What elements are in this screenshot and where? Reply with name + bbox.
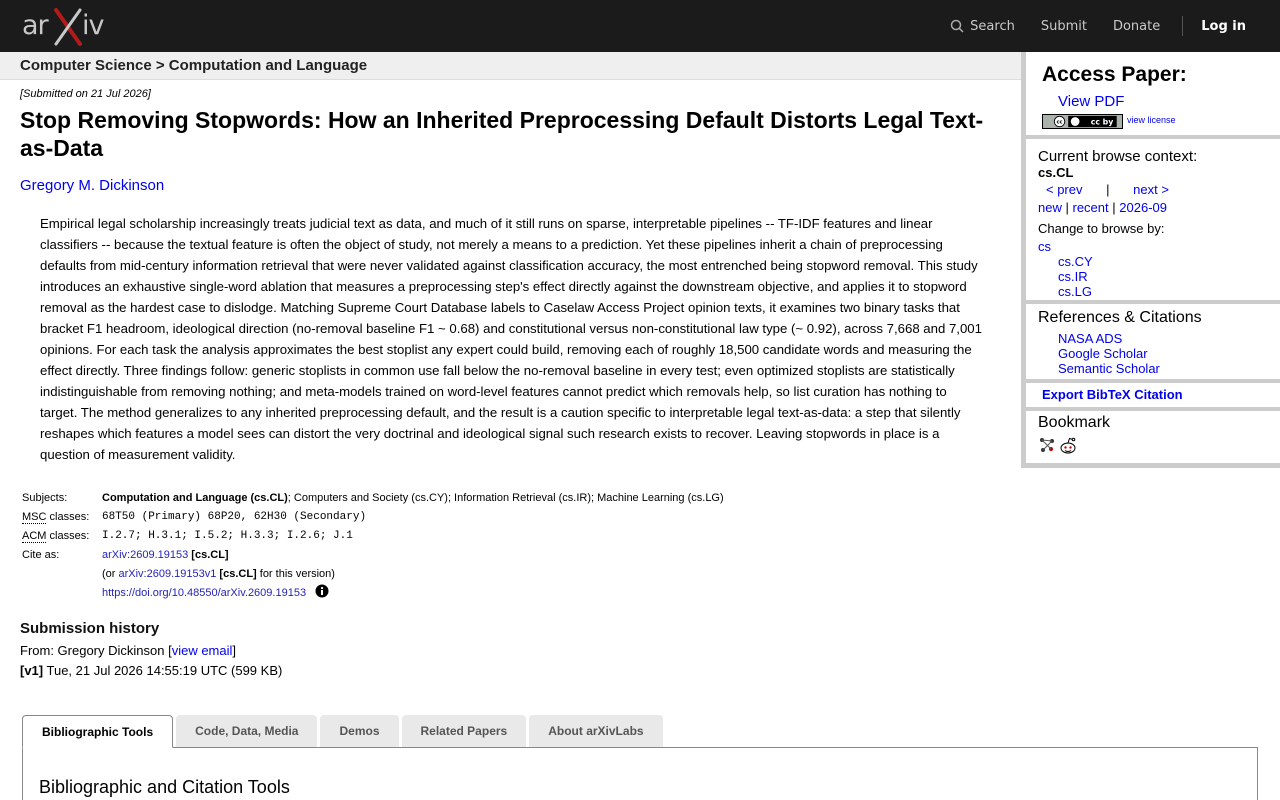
cite-label: Cite as: xyxy=(22,549,60,561)
paper-title: Stop Removing Stopwords: How an Inherited Preprocessing Default Distorts Legal Text-as-Data xyxy=(20,107,984,161)
bookmark-icons xyxy=(1039,437,1077,455)
breadcrumb-bar xyxy=(0,52,1021,80)
access-paper-box xyxy=(1026,52,1280,135)
nav-divider xyxy=(1182,16,1183,36)
cc-by-license-icon[interactable] xyxy=(1042,114,1123,129)
google-scholar-link[interactable]: Google Scholar xyxy=(1058,346,1148,361)
tab-panel xyxy=(22,747,1258,800)
top-navbar xyxy=(0,0,1280,52)
primary-subject: Computation and Language (cs.CL) xyxy=(102,492,288,504)
tab-about-arxivlabs[interactable]: About arXivLabs xyxy=(529,715,662,747)
doi-row xyxy=(20,584,726,603)
from-suffix: ] xyxy=(232,643,237,658)
change-browse-label: Change to browse by: xyxy=(1038,221,1165,236)
acm-row xyxy=(20,527,726,546)
submission-history-heading: Submission history xyxy=(20,620,160,637)
reddit-icon[interactable] xyxy=(1059,437,1077,455)
breadcrumb[interactable]: Computer Science > Computation and Language xyxy=(20,57,368,74)
search-label: Search xyxy=(970,18,1015,34)
recent-link[interactable]: recent xyxy=(1072,200,1109,215)
svg-text:cc: cc xyxy=(1056,119,1063,126)
cite-value xyxy=(100,546,726,565)
tab-code-data-media[interactable]: Code, Data, Media xyxy=(176,715,317,747)
from-prefix: From: Gregory Dickinson [ xyxy=(20,643,172,658)
svg-text:ar: ar xyxy=(22,10,48,41)
references-heading: References & Citations xyxy=(1038,309,1202,326)
view-pdf-link[interactable]: View PDF xyxy=(1058,93,1125,110)
bookmark-box xyxy=(1026,411,1280,463)
msc-row xyxy=(20,508,726,527)
browse-cs-link[interactable]: cs xyxy=(1038,239,1051,254)
search-link[interactable] xyxy=(950,19,1015,34)
cite-version-tail: for this version) xyxy=(256,568,335,580)
next-link[interactable]: next > xyxy=(1133,182,1169,197)
acm-label xyxy=(20,527,100,546)
abstract: Empirical legal scholarship increasingly treats judicial text as data, and much of it still runs on sparse, interpretable pipelines -- TF-IDF features and linear classifiers -- because the textual feature is often the object of study, not merely a means to a prediction. Yet these pipelines inherit a chain of preprocessing defaults from mid-century information retrieval that were never validated against classification accuracy, the most entrenched being stopword removal. This study introduces an exhaustive single-word ablation that measures a preprocessing step's effect directly against the downstream objective, and applies it to stopword removal as the hardest case to dislodge. Matching Supreme Court Database labels to Caselaw Access Project opinion texts, it examines two binary tasks that bracket F1 headroom, ideological direction (no-removal baseline F1 ~ 0.68) and constitutional versus non-constitutional law type (~ 0.92), across 7,668 and 7,001 opinions. For each task the analysis approximates the best stoplist any expert could build, removing each of roughly 18,500 candidate words and measuring the effect directly. Three findings follow: generic stoplists in common use fall below the no-removal baseline in every test; even optimized stoplists are statistically indistinguishable from removing nothing; and meta-models trained on word-level features cannot predict which removals help, so list curation has nothing to target. The method generalizes to any inherited preprocessing default, and the result is a caution specific to interpretable legal text-as-data: a step that silently reshapes which features a model sees can distort the very doctrinal and ideological signal such research exists to recover. Leaving stopwords in place is a question of measurement validity. xyxy=(40,216,982,462)
cite-link[interactable]: arXiv:2609.19153 xyxy=(102,549,189,561)
bibtex-box xyxy=(1026,383,1280,407)
subjects-value xyxy=(100,489,726,508)
submitter-line xyxy=(20,643,236,658)
new-link[interactable]: new xyxy=(1038,200,1062,215)
submission-date: [Submitted on 21 Jul 2026] xyxy=(20,88,151,100)
browse-cs-cy-link[interactable]: cs.CY xyxy=(1058,254,1093,269)
right-sidebar xyxy=(1021,52,1280,468)
arxiv-logo[interactable] xyxy=(22,6,114,46)
references-list xyxy=(1058,331,1160,376)
donate-link[interactable]: Donate xyxy=(1112,18,1161,34)
tab-bibliographic-tools[interactable]: Bibliographic Tools xyxy=(22,715,173,748)
cite-row xyxy=(20,546,726,565)
access-paper-heading: Access Paper: xyxy=(1042,63,1187,86)
submit-link[interactable]: Submit xyxy=(1040,18,1087,34)
browse-context-box xyxy=(1026,139,1280,300)
browse-cs-lg-link[interactable]: cs.LG xyxy=(1058,284,1092,299)
acm-value: I.2.7; H.3.1; I.5.2; H.3.3; I.2.6; J.1 xyxy=(102,530,353,542)
month-link[interactable]: 2026-09 xyxy=(1119,200,1167,215)
metadata-table xyxy=(20,489,726,603)
info-icon[interactable] xyxy=(315,584,329,598)
version-tag[interactable]: [v1] xyxy=(20,663,44,678)
tab-demos[interactable]: Demos xyxy=(320,715,398,747)
cite-version-category: [cs.CL] xyxy=(216,568,257,580)
export-bibtex-link[interactable]: Export BibTeX Citation xyxy=(1042,387,1183,402)
author-link[interactable]: Gregory M. Dickinson xyxy=(20,177,165,194)
doi-link[interactable]: https://doi.org/10.48550/arXiv.2609.19153 xyxy=(102,587,307,599)
msc-label xyxy=(20,508,100,527)
subjects-row xyxy=(20,489,726,508)
browse-subcategories xyxy=(1058,254,1093,299)
acm-abbr: ACM xyxy=(22,530,47,542)
cite-version-row xyxy=(20,565,726,584)
tab-panel-heading: Bibliographic and Citation Tools xyxy=(39,777,290,797)
prev-next-separator: | xyxy=(1106,182,1110,197)
cite-category: [cs.CL] xyxy=(188,549,229,561)
license-badge-text: cc by xyxy=(1090,117,1114,127)
view-email-link[interactable]: view email xyxy=(171,643,233,658)
msc-value: 68T50 (Primary) 68P20, 62H30 (Secondary) xyxy=(102,511,367,523)
prev-next-nav xyxy=(1046,182,1169,197)
nasa-ads-link[interactable]: NASA ADS xyxy=(1058,331,1123,346)
browse-context-value: cs.CL xyxy=(1038,165,1074,180)
doi-value xyxy=(100,584,726,603)
top-nav xyxy=(950,0,1246,52)
browse-cs-ir-link[interactable]: cs.IR xyxy=(1058,269,1088,284)
msc-classes-word: classes: xyxy=(46,511,90,523)
semantic-scholar-link[interactable]: Semantic Scholar xyxy=(1058,361,1160,376)
prev-link[interactable]: < prev xyxy=(1046,182,1083,197)
version-line xyxy=(20,663,282,678)
labs-tabs xyxy=(22,715,666,748)
version-info: Tue, 21 Jul 2026 14:55:19 UTC (599 KB) xyxy=(43,663,283,678)
tab-related-papers[interactable]: Related Papers xyxy=(402,715,527,747)
cite-version-value xyxy=(100,565,726,584)
svg-text:iv: iv xyxy=(82,10,104,41)
cite-version-link[interactable]: arXiv:2609.19153v1 xyxy=(118,568,217,580)
view-license-link[interactable]: view license xyxy=(1127,115,1176,125)
cite-version-open: (or xyxy=(102,568,119,580)
acm-classes-word: classes: xyxy=(46,530,90,542)
bibsonomy-icon[interactable] xyxy=(1039,437,1055,453)
browse-context-heading: Current browse context: xyxy=(1038,148,1198,165)
search-icon xyxy=(950,19,964,33)
other-subjects: ; Computers and Society (cs.CY); Information Retrieval (cs.IR); Machine Learning (cs.LG) xyxy=(287,492,724,504)
references-box xyxy=(1026,304,1280,379)
login-link[interactable]: Log in xyxy=(1201,18,1246,34)
msc-abbr: MSC xyxy=(22,511,47,523)
subjects-label: Subjects: xyxy=(22,492,68,504)
listing-links: new | recent | 2026-09 xyxy=(1038,200,1167,215)
bookmark-heading: Bookmark xyxy=(1038,414,1111,431)
